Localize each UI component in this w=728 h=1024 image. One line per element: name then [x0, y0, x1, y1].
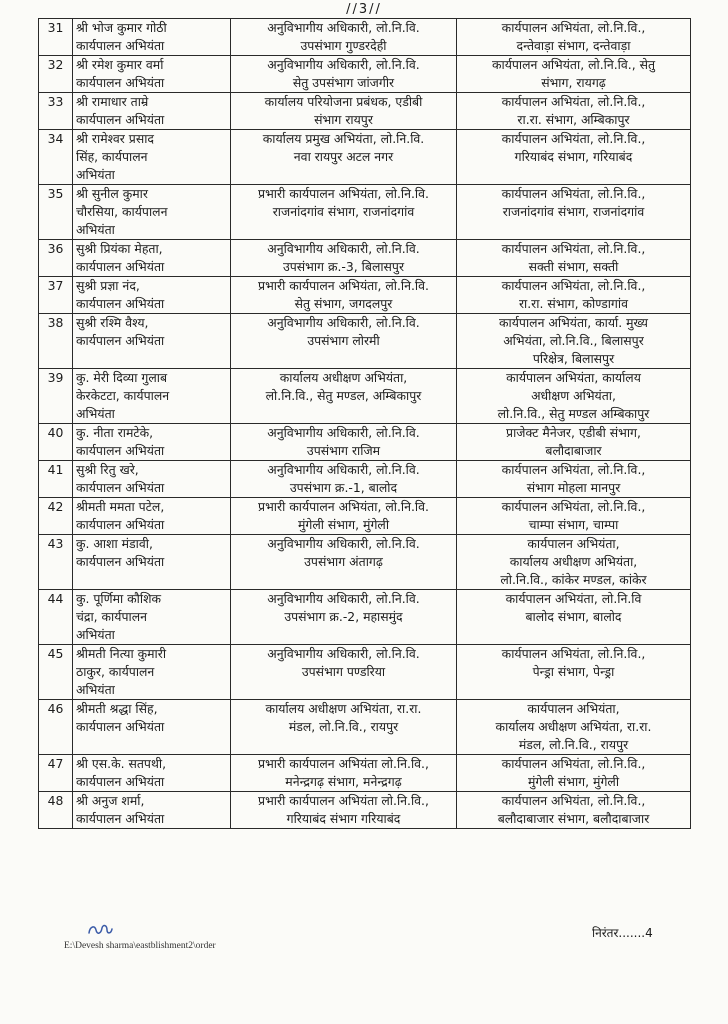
officer-name-line: कार्यपालन अभियंता [76, 480, 165, 495]
posting-to-cell [457, 590, 691, 645]
serial-number: 36 [39, 240, 73, 277]
posting-from-line: राजनांदगांव संभाग, राजनांदगांव [272, 204, 415, 219]
officer-name-line: कु. मेरी दिव्या गुलाब [76, 370, 168, 385]
officer-name-line: सुश्री प्रज्ञा नंद, [76, 278, 140, 293]
officer-name-cell [73, 314, 231, 369]
posting-to-line: पेन्ड्रा संभाग, पेन्ड्रा [532, 664, 615, 679]
posting-to-cell [457, 240, 691, 277]
posting-from-line: प्रभारी कार्यपालन अभियंता, लो.नि.वि. [258, 499, 429, 514]
officer-name-line: श्री एस.के. सतपथी, [76, 756, 167, 771]
officer-name-line: श्री रामेश्वर प्रसाद [76, 131, 154, 146]
table-row [39, 185, 691, 240]
table-row [39, 314, 691, 369]
posting-from-line: उपसंभाग अंतागढ़ [304, 554, 383, 569]
serial-number: 42 [39, 498, 73, 535]
posting-to-cell [457, 792, 691, 829]
posting-from-line: उपसंभाग क्र.-2, महासमुंद [284, 609, 403, 624]
posting-from-cell [231, 130, 457, 185]
officer-name-line: कार्यपालन अभियंता [76, 259, 165, 274]
posting-from-cell [231, 792, 457, 829]
serial-number: 41 [39, 461, 73, 498]
officer-name-line: कार्यपालन अभियंता [76, 811, 165, 826]
posting-from-line: मंडल, लो.नि.वि., रायपुर [288, 719, 399, 734]
posting-to-line: अभियंता, लो.नि.वि., बिलासपुर [503, 333, 644, 348]
posting-from-line: उपसंभाग लोरमी [307, 333, 380, 348]
serial-number: 31 [39, 19, 73, 56]
posting-to-cell [457, 645, 691, 700]
officer-name-line: अभियंता [76, 627, 115, 642]
posting-to-line: दन्तेवाड़ा संभाग, दन्तेवाड़ा [516, 38, 631, 53]
officer-name-cell [73, 792, 231, 829]
posting-to-line: कार्यालय अधीक्षण अभियंता, रा.रा. [495, 719, 652, 734]
posting-to-line: बालोद संभाग, बालोद [525, 609, 622, 624]
posting-to-line: कार्यपालन अभियंता, लो.नि.वि., [501, 756, 646, 771]
posting-to-cell [457, 369, 691, 424]
posting-from-line: नवा रायपुर अटल नगर [293, 149, 394, 164]
posting-to-line: मंडल, लो.नि.वि., रायपुर [518, 737, 629, 752]
officer-name-cell [73, 185, 231, 240]
table-row [39, 645, 691, 700]
officer-name-line: श्री अनुज शर्मा, [76, 793, 145, 808]
posting-to-line: प्राजेक्ट मैनेजर, एडीबी संभाग, [506, 425, 641, 440]
posting-to-cell [457, 19, 691, 56]
officer-name-line: कार्यपालन अभियंता [76, 38, 165, 53]
officer-name-line: अभियंता [76, 222, 115, 237]
officer-name-line: कु. नीता रामटेके, [76, 425, 154, 440]
officer-name-cell [73, 277, 231, 314]
posting-to-line: कार्यपालन अभियंता, लो.नि.वि., [501, 94, 646, 109]
table-row [39, 498, 691, 535]
table-row [39, 700, 691, 755]
officer-name-line: सुश्री रश्मि वैश्य, [76, 315, 149, 330]
posting-to-line: रा.रा. संभाग, अम्बिकापुर [517, 112, 630, 127]
posting-from-line: उपसंभाग गुण्डरदेही [300, 38, 387, 53]
posting-from-line: अनुविभागीय अधिकारी, लो.नि.वि. [267, 241, 420, 256]
officer-name-cell [73, 130, 231, 185]
posting-to-cell [457, 755, 691, 792]
posting-to-line: मुंगेली संभाग, मुंगेली [527, 774, 620, 789]
table-row [39, 277, 691, 314]
table-row [39, 93, 691, 130]
officer-name-line: सिंह, कार्यपालन [76, 149, 148, 164]
serial-number: 37 [39, 277, 73, 314]
posting-from-line: उपसंभाग पण्डरिया [301, 664, 386, 679]
serial-number: 35 [39, 185, 73, 240]
posting-from-cell [231, 240, 457, 277]
posting-from-line: अनुविभागीय अधिकारी, लो.नि.वि. [267, 315, 420, 330]
officer-name-cell [73, 590, 231, 645]
table-row [39, 19, 691, 56]
posting-from-line: प्रभारी कार्यपालन अभियंता, लो.नि.वि. [258, 186, 429, 201]
posting-to-cell [457, 314, 691, 369]
officer-name-line: श्रीमती ममता पटेल, [76, 499, 165, 514]
officer-name-cell [73, 755, 231, 792]
officer-name-cell [73, 461, 231, 498]
posting-from-cell [231, 185, 457, 240]
serial-number: 39 [39, 369, 73, 424]
transfer-table [38, 18, 691, 829]
posting-from-cell [231, 424, 457, 461]
posting-from-cell [231, 700, 457, 755]
officer-name-line: श्री रामाधार ताम्रे [76, 94, 149, 109]
posting-to-cell [457, 185, 691, 240]
posting-to-cell [457, 277, 691, 314]
officer-name-cell [73, 645, 231, 700]
posting-from-cell [231, 498, 457, 535]
posting-from-line: सेतु उपसंभाग जांजगीर [292, 75, 395, 90]
posting-from-line: अनुविभागीय अधिकारी, लो.नि.वि. [267, 462, 420, 477]
serial-number: 38 [39, 314, 73, 369]
posting-to-line: लो.नि.वि., सेतु मण्डल अम्बिकापुर [497, 406, 650, 421]
officer-name-cell [73, 240, 231, 277]
posting-to-line: कार्यपालन अभियंता, लो.नि.वि., [501, 186, 646, 201]
posting-from-cell [231, 56, 457, 93]
posting-from-cell [231, 755, 457, 792]
posting-to-line: संभाग मोहला मानपुर [526, 480, 621, 495]
posting-from-line: अनुविभागीय अधिकारी, लो.नि.वि. [267, 591, 420, 606]
table-row [39, 590, 691, 645]
serial-number: 46 [39, 700, 73, 755]
officer-name-line: कार्यपालन अभियंता [76, 333, 165, 348]
posting-to-line: कार्यपालन अभियंता, लो.नि.वि., [501, 131, 646, 146]
posting-to-line: अधीक्षण अभियंता, [531, 388, 616, 403]
officer-name-line: केरकेटटा, कार्यपालन [76, 388, 170, 403]
posting-from-line: उपसंभाग क्र.-3, बिलासपुर [282, 259, 405, 274]
officer-name-cell [73, 498, 231, 535]
initials-mark [86, 922, 114, 938]
posting-to-line: रा.रा. संभाग, कोण्डागांव [518, 296, 629, 311]
officer-name-line: श्रीमती नित्या कुमारी [76, 646, 167, 661]
posting-from-cell [231, 93, 457, 130]
table-row [39, 792, 691, 829]
posting-to-line: कार्यपालन अभियंता, [527, 701, 620, 716]
officer-name-line: चंद्रा, कार्यपालन [76, 609, 147, 624]
officer-name-line: चौरसिया, कार्यपालन [76, 204, 168, 219]
table-row [39, 461, 691, 498]
posting-to-cell [457, 56, 691, 93]
posting-from-line: प्रभारी कार्यपालन अभियंता, लो.नि.वि. [258, 278, 429, 293]
posting-to-cell [457, 700, 691, 755]
posting-to-line: कार्यपालन अभियंता, [527, 536, 620, 551]
serial-number: 44 [39, 590, 73, 645]
posting-from-cell [231, 645, 457, 700]
table-row [39, 535, 691, 590]
posting-to-line: सक्ती संभाग, सक्ती [528, 259, 619, 274]
posting-to-line: बलौदाबाजार संभाग, बलौदाबाजार [497, 811, 650, 826]
table-row [39, 755, 691, 792]
posting-to-line: लो.नि.वि., कांकेर मण्डल, कांकेर [500, 572, 647, 587]
posting-from-cell [231, 19, 457, 56]
posting-to-cell [457, 424, 691, 461]
posting-from-line: सेतु संभाग, जगदलपुर [294, 296, 393, 311]
posting-from-cell [231, 535, 457, 590]
officer-name-cell [73, 56, 231, 93]
posting-to-line: कार्यपालन अभियंता, लो.नि.वि [505, 591, 642, 606]
posting-to-line: कार्यपालन अभियंता, लो.नि.वि., [501, 462, 646, 477]
officer-name-line: कार्यपालन अभियंता [76, 112, 165, 127]
posting-to-line: कार्यपालन अभियंता, लो.नि.वि., [501, 793, 646, 808]
officer-name-line: श्रीमती श्रद्धा सिंह, [76, 701, 158, 716]
officer-name-line: कार्यपालन अभियंता [76, 774, 165, 789]
posting-from-line: उपसंभाग क्र.-1, बालोद [289, 480, 398, 495]
officer-name-line: कार्यपालन अभियंता [76, 517, 165, 532]
posting-to-line: कार्यपालन अभियंता, लो.नि.वि., [501, 20, 646, 35]
posting-to-line: कार्यपालन अभियंता, कार्यालय [506, 370, 641, 385]
officer-name-cell [73, 424, 231, 461]
posting-to-cell [457, 498, 691, 535]
continued-note: निरंतर.......4 [592, 926, 653, 940]
posting-from-line: प्रभारी कार्यपालन अभियंता लो.नि.वि., [258, 793, 429, 808]
table-row [39, 424, 691, 461]
officer-name-line: कार्यपालन अभियंता [76, 296, 165, 311]
posting-from-cell [231, 369, 457, 424]
serial-number: 33 [39, 93, 73, 130]
officer-name-cell [73, 535, 231, 590]
serial-number: 47 [39, 755, 73, 792]
posting-from-line: अनुविभागीय अधिकारी, लो.नि.वि. [267, 536, 420, 551]
officer-name-line: ठाकुर, कार्यपालन [76, 664, 155, 679]
posting-from-line: कार्यालय प्रमुख अभियंता, लो.नि.वि. [262, 131, 425, 146]
table-row [39, 56, 691, 93]
posting-to-line: गरियाबंद संभाग, गरियाबंद [514, 149, 633, 164]
posting-from-line: अनुविभागीय अधिकारी, लो.नि.वि. [267, 20, 420, 35]
posting-to-line: कार्यपालन अभियंता, लो.नि.वि., सेतु [491, 57, 656, 72]
table-row [39, 369, 691, 424]
posting-from-line: कार्यालय अधीक्षण अभियंता, रा.रा. [265, 701, 422, 716]
officer-name-line: कार्यपालन अभियंता [76, 443, 165, 458]
posting-from-line: उपसंभाग राजिम [306, 443, 381, 458]
posting-from-line: गरियाबंद संभाग गरियाबंद [286, 811, 401, 826]
posting-from-line: अनुविभागीय अधिकारी, लो.नि.वि. [267, 57, 420, 72]
officer-name-cell [73, 700, 231, 755]
posting-to-line: कार्यपालन अभियंता, लो.नि.वि., [501, 278, 646, 293]
posting-to-cell [457, 130, 691, 185]
table-row [39, 130, 691, 185]
table-row [39, 240, 691, 277]
officer-name-line: सुश्री रितु खरे, [76, 462, 139, 477]
posting-to-line: बलौदाबाजार [545, 443, 602, 458]
posting-from-line: कार्यालय परियोजना प्रबंधक, एडीबी [264, 94, 423, 109]
officer-name-line: कु. पूर्णिमा कौशिक [76, 591, 162, 606]
posting-from-line: कार्यालय अधीक्षण अभियंता, [279, 370, 408, 385]
posting-from-cell [231, 314, 457, 369]
officer-name-line: अभियंता [76, 167, 115, 182]
officer-name-line: अभियंता [76, 682, 115, 697]
posting-to-cell [457, 93, 691, 130]
posting-from-line: मनेन्द्रगढ़ संभाग, मनेन्द्रगढ़ [285, 774, 402, 789]
posting-to-line: चाम्पा संभाग, चाम्पा [528, 517, 619, 532]
posting-from-cell [231, 277, 457, 314]
officer-name-cell [73, 19, 231, 56]
posting-from-line: मुंगेली संभाग, मुंगेली [297, 517, 390, 532]
transfer-table-body [39, 19, 691, 829]
file-path: E:\Devesh sharma\eastblishment2\order [64, 941, 216, 951]
officer-name-line: कार्यपालन अभियंता [76, 554, 165, 569]
serial-number: 48 [39, 792, 73, 829]
officer-name-line: कु. आशा मंडावी, [76, 536, 153, 551]
officer-name-line: श्री भोज कुमार गोठी [76, 20, 167, 35]
posting-to-cell [457, 535, 691, 590]
posting-to-line: कार्यालय अधीक्षण अभियंता, [509, 554, 638, 569]
posting-from-cell [231, 461, 457, 498]
officer-name-line: श्री रमेश कुमार वर्मा [76, 57, 164, 72]
officer-name-cell [73, 93, 231, 130]
posting-from-line: अनुविभागीय अधिकारी, लो.नि.वि. [267, 646, 420, 661]
page-number: //3// [346, 2, 382, 17]
posting-to-line: कार्यपालन अभियंता, लो.नि.वि., [501, 499, 646, 514]
posting-to-line: राजनांदगांव संभाग, राजनांदगांव [502, 204, 645, 219]
posting-to-line: कार्यपालन अभियंता, लो.नि.वि., [501, 241, 646, 256]
posting-to-line: कार्यपालन अभियंता, लो.नि.वि., [501, 646, 646, 661]
posting-to-line: परिक्षेत्र, बिलासपुर [532, 351, 615, 366]
posting-to-cell [457, 461, 691, 498]
posting-from-cell [231, 590, 457, 645]
serial-number: 43 [39, 535, 73, 590]
officer-name-line: अभियंता [76, 406, 115, 421]
posting-from-line: प्रभारी कार्यपालन अभियंता लो.नि.वि., [258, 756, 429, 771]
posting-from-line: अनुविभागीय अधिकारी, लो.नि.वि. [267, 425, 420, 440]
posting-to-line: कार्यपालन अभियंता, कार्या. मुख्य [499, 315, 648, 330]
officer-name-line: कार्यपालन अभियंता [76, 75, 165, 90]
serial-number: 40 [39, 424, 73, 461]
posting-from-line: लो.नि.वि., सेतु मण्डल, अम्बिकापुर [265, 388, 422, 403]
serial-number: 34 [39, 130, 73, 185]
officer-name-line: कार्यपालन अभियंता [76, 719, 165, 734]
officer-name-cell [73, 369, 231, 424]
officer-name-line: श्री सुनील कुमार [76, 186, 148, 201]
posting-to-line: संभाग, रायगढ़ [541, 75, 606, 90]
officer-name-line: सुश्री प्रियंका मेहता, [76, 241, 163, 256]
posting-from-line: संभाग रायपुर [314, 112, 373, 127]
serial-number: 45 [39, 645, 73, 700]
serial-number: 32 [39, 56, 73, 93]
